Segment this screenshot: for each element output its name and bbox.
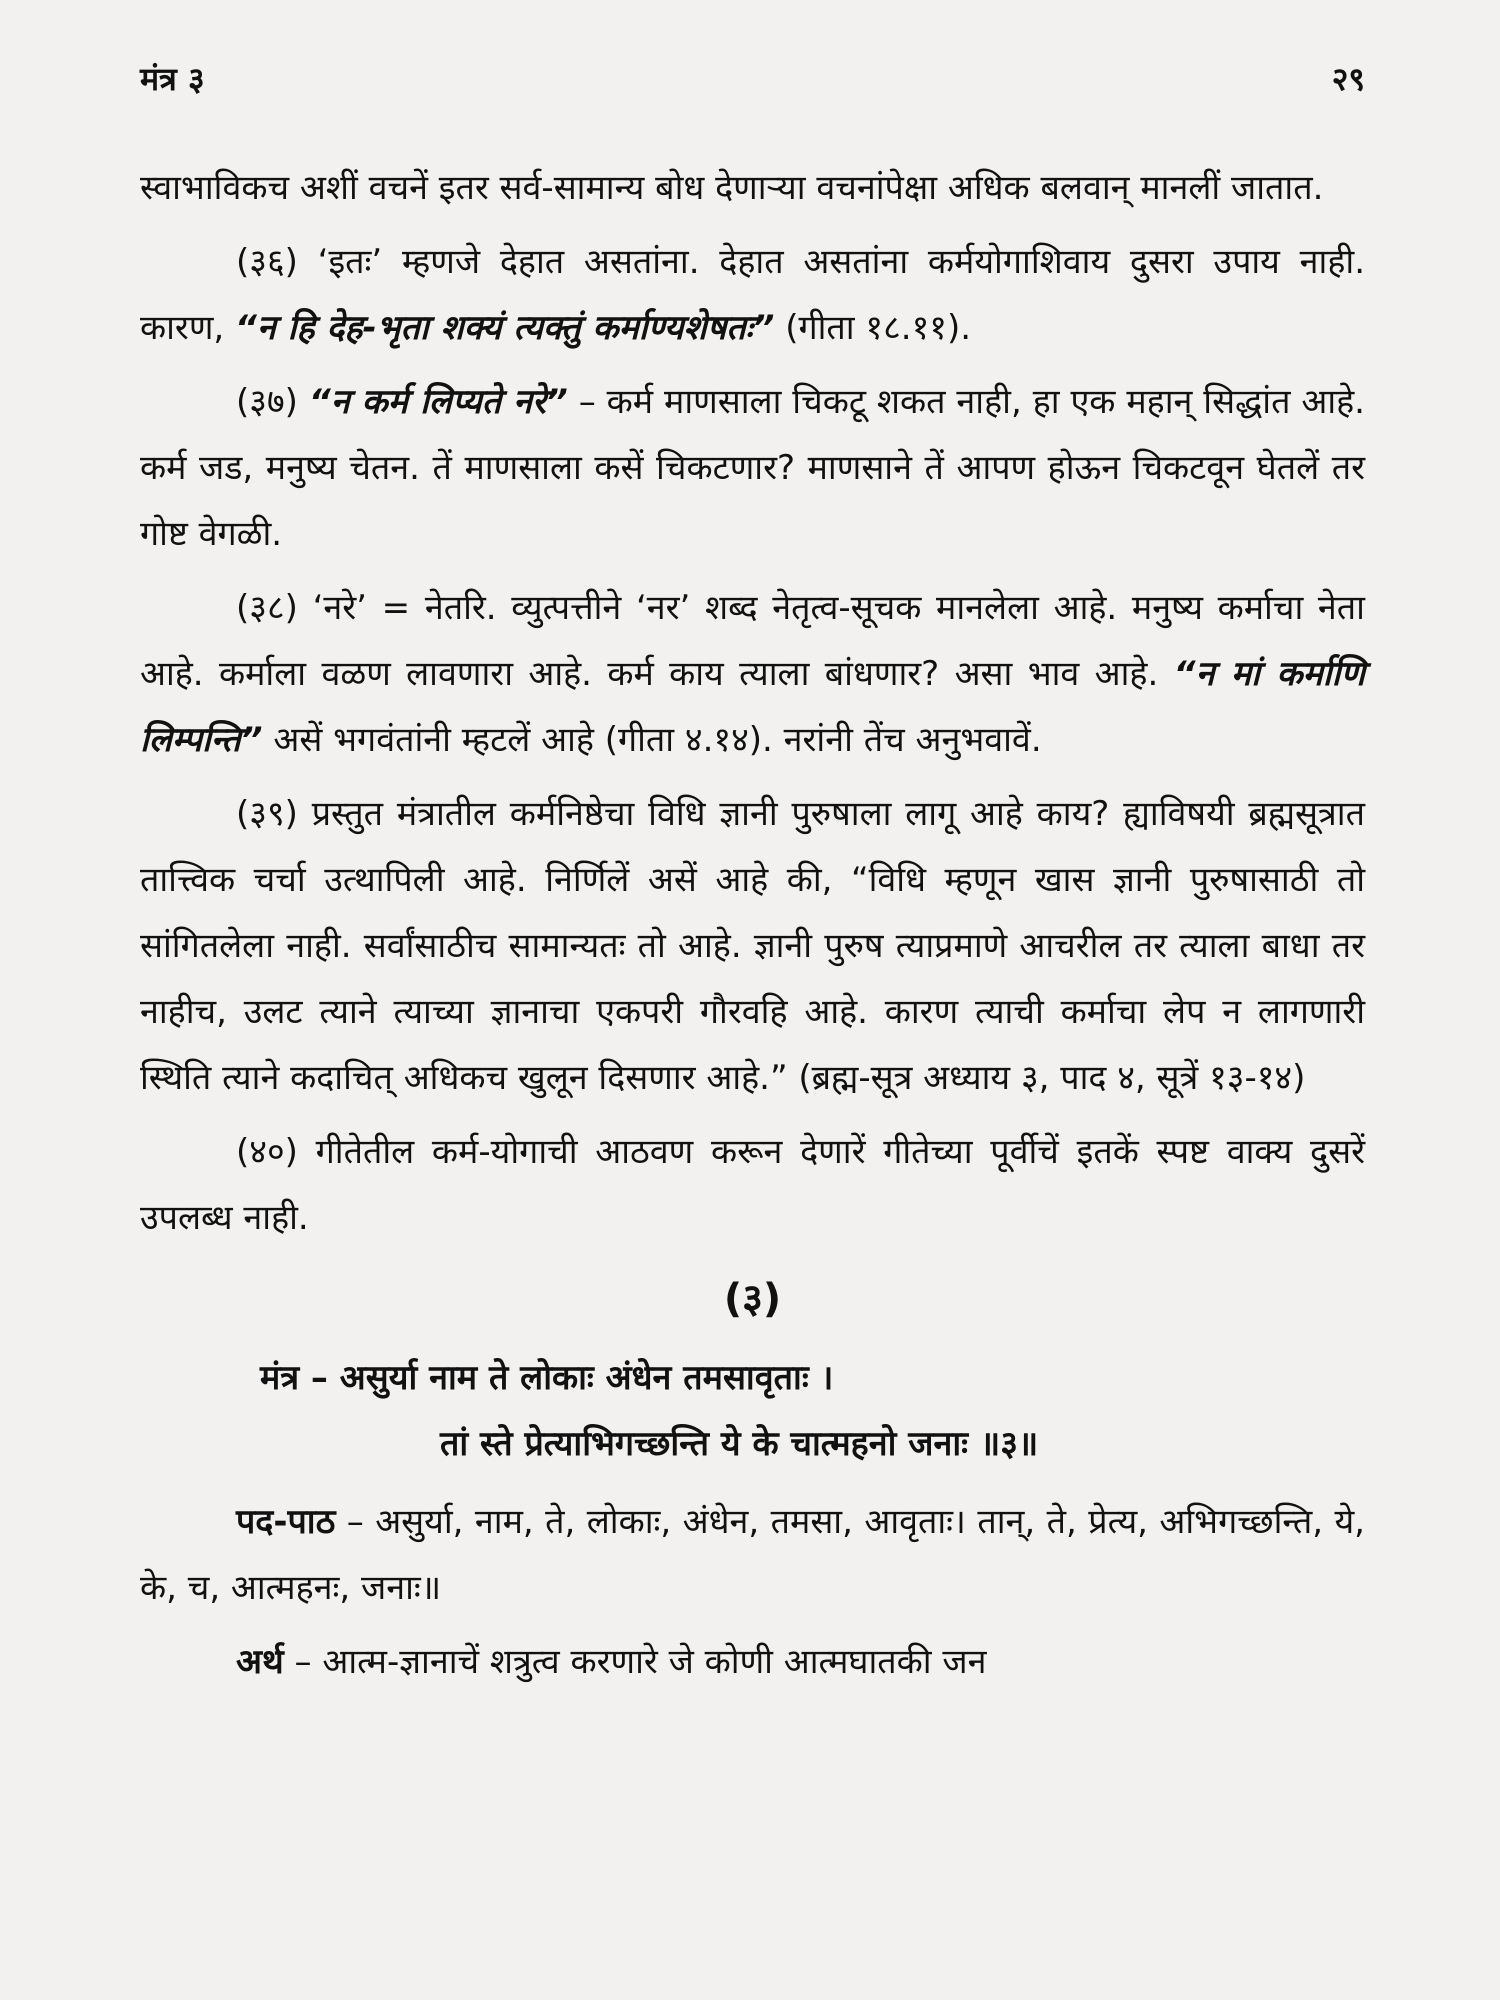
artha-text: – आत्म-ज्ञानाचें शत्रुत्व करणारे जे कोणी आत्मघातकी जन (283, 1642, 987, 1682)
page-number: २९ (1331, 60, 1365, 98)
document-page (140, 50, 1365, 1970)
paragraph-36 (140, 229, 1365, 361)
artha-paragraph (140, 1629, 1365, 1695)
section-heading: (३) (723, 1276, 782, 1322)
paragraph-39: (३९) प्रस्तुत मंत्रातील कर्मनिष्ठेचा विधि ज्ञानी पुरुषाला लागू आहे काय? ह्याविषयी ब्रह्मसूत्रात तात्त्विक चर्चा उत्थापिली आहे. निर्णिलें असें आहे की, “विधि म्हणून खास ज्ञानी पुरुषासाठी तो सांगितलेला नाही. सर्वांसाठीच सामान्यतः तो आहे. ज्ञानी पुरुष त्याप्रमाणे आचरील तर त्याला बाधा तर नाहीच, उलट त्याने त्याच्या ज्ञानाचा एकपरी गौरवहि आहे. कारण त्याची कर्माचा लेप न लागणारी स्थिति त्याने कदाचित् अधिकच खुलून दिसणार आहे.” (ब्रह्म-सूत्र अध्याय ३, पाद ४, सूत्रें १३-१४) (140, 794, 1365, 1098)
mantra-line-2: तां स्ते प्रेत्याभिगच्छन्ति ये के चात्महनो जनाः ॥३॥ (440, 1424, 1039, 1464)
paragraph-38-text-b: असें भगवंतांनी म्हटलें आहे (गीता ४.१४). नरांनी तेंच अनुभवावें. (262, 720, 1042, 760)
page-header (140, 50, 1365, 100)
paragraph-37-quote: “न कर्म लिप्यते नरे” (308, 382, 568, 422)
paragraph-37-text-a: (३७) (236, 382, 309, 422)
artha-label: अर्थ (236, 1642, 284, 1682)
paragraph-40: (४०) गीतेतील कर्म-योगाची आठवण करून देणारें गीतेच्या पूर्वीचें इतकें स्पष्ट वाक्य दुसरें उपलब्ध नाही. (140, 1132, 1365, 1238)
paragraph-36-quote: “न हि देह-भृता शक्यं त्यक्तुं कर्माण्यशेषतः” (235, 308, 775, 348)
paragraph-37-text-b: – कर्म माणसाला चिकटू शकत नाही, हा एक महान् सिद्धांत आहे. कर्म जड, मनुष्य चेतन. तें माणसाला कसें चिकटणार? माणसाने तें आपण होऊन चिकटवून घेतलें तर गोष्ट वेगळी. (140, 382, 1365, 554)
mantra-verse (140, 1345, 1365, 1477)
padapatha-text: – असुर्या, नाम, ते, लोकाः, अंधेन, तमसा, आवृताः। तान्, ते, प्रेत्य, अभिगच्छन्ति, ये, के, च, आत्महनः, जनाः॥ (140, 1502, 1365, 1608)
padapatha-label: पद-पाठ (236, 1502, 336, 1542)
running-title: मंत्र ३ (140, 60, 205, 98)
padapatha-paragraph (140, 1489, 1365, 1621)
paragraph-36-text-b: (गीता १८.११). (774, 308, 972, 348)
paragraph-37 (140, 369, 1365, 567)
paragraph-continuation: स्वाभाविकच अशीं वचनें इतर सर्व-सामान्य बोध देणाऱ्या वचनांपेक्षा अधिक बलवान् मानलीं जातात. (140, 168, 1324, 208)
paragraph-36-text-a: (३६) ‘इतः’ म्हणजे देहात असतांना. देहात असतांना कर्मयोगाशिवाय दुसरा उपाय नाही. कारण, (140, 242, 1365, 348)
paragraph-38-quote: “न मां कर्माणि लिम्पन्ति” (140, 654, 1366, 760)
paragraph-38-text-a: (३८) ‘नरे’ = नेतरि. व्युत्पत्तीने ‘नर’ शब्द नेतृत्व-सूचक मानलेला आहे. मनुष्य कर्माचा नेता आहे. कर्माला वळण लावणारा आहे. कर्म काय त्याला बांधणार? असा भाव आहे. (140, 588, 1365, 694)
mantra-line-1: मंत्र – असुर्या नाम ते लोकाः अंधेन तमसावृताः । (260, 1358, 834, 1398)
paragraph-38 (140, 575, 1365, 773)
